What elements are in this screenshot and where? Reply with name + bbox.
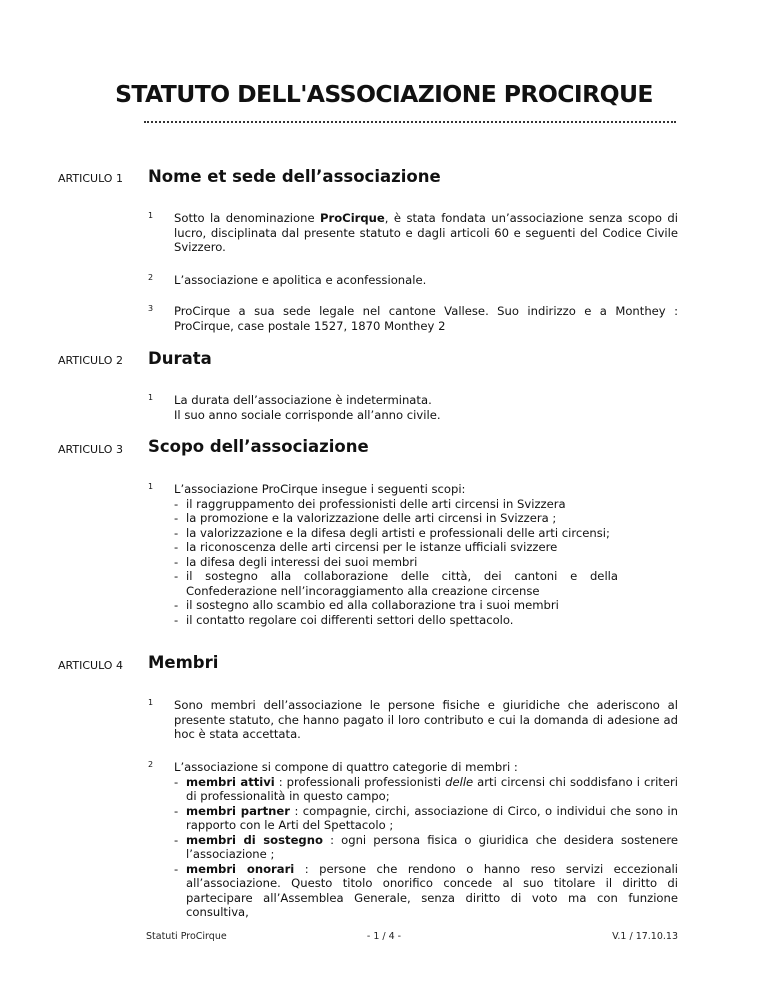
article-1-para-1 bbox=[148, 211, 678, 255]
list-item: - il contatto regolare coi differenti settori dello spettacolo. bbox=[174, 613, 678, 628]
para-text: Sotto la denominazione ProCirque, è stata fondata un’associazione senza scopo di lucro, disciplinata dal presente statuto e dagli articoli 60 e seguenti del Codice Civile Svizzero. bbox=[174, 211, 678, 254]
para-number: 1 bbox=[148, 211, 154, 220]
para-number: 1 bbox=[148, 698, 154, 707]
article-4-heading: Membri bbox=[148, 653, 219, 672]
para-text: Sono membri dell’associazione le persone fisiche e giuridiche che aderiscono al presente statuto, che hanno pagato il loro contributo e cui la domanda di adesione ad hoc è stata accettata. bbox=[174, 698, 678, 741]
footer-page-number: - 1 / 4 - bbox=[366, 931, 402, 942]
article-1-label: ARTICULO 1 bbox=[58, 172, 123, 185]
article-4-para-2 bbox=[148, 760, 678, 920]
article-1-para-2 bbox=[148, 273, 678, 288]
member-category-item: - membri di sostegno : ogni persona fisica o giuridica che desidera sostenere l’associazione ; bbox=[174, 833, 678, 862]
list-item: - la difesa degli interessi dei suoi membri bbox=[174, 555, 678, 570]
para-number: 3 bbox=[148, 304, 154, 313]
para-line: La durata dell’associazione è indeterminata. bbox=[174, 393, 432, 407]
article-4-para-1 bbox=[148, 698, 678, 742]
list-item: - il sostegno alla collaborazione delle città, dei cantoni e della Confederazione nell’incoraggiamento alla creazione circense bbox=[174, 569, 678, 598]
article-4-label: ARTICULO 4 bbox=[58, 659, 123, 672]
document-title: STATUTO DELL'ASSOCIAZIONE PROCIRQUE bbox=[115, 80, 653, 108]
article-3-para-1 bbox=[148, 482, 678, 627]
member-category-item: - membri partner : compagnie, circhi, associazione di Circo, o individui che sono in rapporto con le Arti del Spettacolo ; bbox=[174, 804, 678, 833]
article-2-heading: Durata bbox=[148, 349, 212, 368]
member-term: membri onorari bbox=[186, 861, 295, 876]
member-term: membri partner bbox=[186, 803, 291, 818]
article-3-label: ARTICULO 3 bbox=[58, 443, 123, 456]
article-2-para-1 bbox=[148, 393, 678, 422]
para-text: L’associazione e apolitica e aconfessionale. bbox=[174, 273, 427, 287]
para-line: Il suo anno sociale corrisponde all’anno civile. bbox=[174, 407, 441, 422]
member-category-item: - membri onorari : persone che rendono o hanno reso servizi eccezionali all’associazione. Questo titolo onorifico concede al suo titolare il diritto di partecipare all’Assemblea Generale, senza diritto di voto ma con funzione consultiva, bbox=[174, 862, 678, 920]
article-1-para-3 bbox=[148, 304, 678, 333]
para-number: 1 bbox=[148, 393, 154, 402]
title-dotted-rule bbox=[144, 121, 676, 123]
footer-document-name: Statuti ProCirque bbox=[146, 931, 227, 942]
list-item: - la riconoscenza delle arti circensi per le istanze ufficiali svizzere bbox=[174, 540, 678, 555]
list-item: - la valorizzazione e la difesa degli artisti e professionali delle arti circensi; bbox=[174, 526, 678, 541]
para-number: 2 bbox=[148, 760, 154, 769]
list-item: - il sostegno allo scambio ed alla collaborazione tra i suoi membri bbox=[174, 598, 678, 613]
member-term: membri di sostegno bbox=[186, 832, 323, 847]
article-3-heading: Scopo dell’associazione bbox=[148, 437, 369, 456]
article-2-label: ARTICULO 2 bbox=[58, 354, 123, 367]
member-term: membri attivi bbox=[186, 774, 275, 789]
para-number: 2 bbox=[148, 273, 154, 282]
para-text: ProCirque a sua sede legale nel cantone Vallese. Suo indirizzo e a Monthey : ProCirque, case postale 1527, 1870 Monthey 2 bbox=[174, 304, 678, 333]
footer-version: V.1 / 17.10.13 bbox=[612, 931, 678, 942]
procirque-name: ProCirque bbox=[320, 211, 385, 225]
article-1-heading: Nome et sede dell’associazione bbox=[148, 167, 441, 186]
list-item: - la promozione e la valorizzazione delle arti circensi in Svizzera ; bbox=[174, 511, 678, 526]
para-number: 1 bbox=[148, 482, 154, 491]
member-category-item: - membri attivi : professionali professionisti delle arti circensi chi soddisfano i criteri di professionalità in questo campo; bbox=[174, 775, 678, 804]
para-intro: L’associazione ProCirque insegue i seguenti scopi: bbox=[174, 482, 466, 496]
list-item: - il raggruppamento dei professionisti delle arti circensi in Svizzera bbox=[174, 497, 678, 512]
para-intro: L’associazione si compone di quattro categorie di membri : bbox=[174, 760, 518, 774]
